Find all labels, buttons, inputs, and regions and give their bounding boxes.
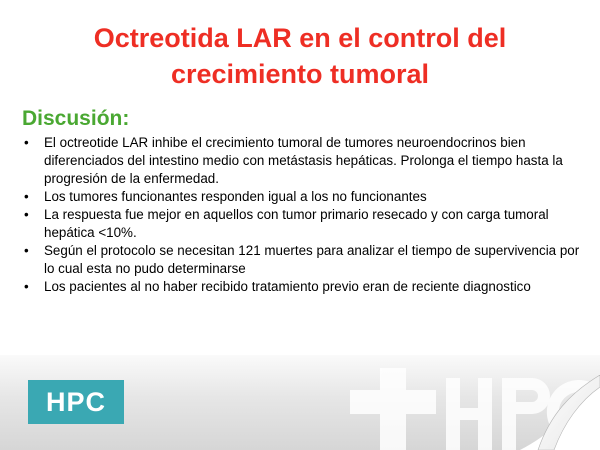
- bullet-item: • La respuesta fue mejor en aquellos con tumor primario resecado y con carga tumoral hepática <10%.: [22, 206, 582, 242]
- bullet-list: [22, 134, 582, 296]
- page-curl-icon: [520, 375, 600, 450]
- slide-title-line-2: crecimiento tumoral: [170, 59, 430, 89]
- bullet-item: • El octreotide LAR inhibe el crecimiento tumoral de tumores neuroendocrinos bien diferenciados del intestino medio con metástasis hepáticas. Prolonga el tiempo hasta la progresión de la enfermedad.: [22, 134, 582, 188]
- hpc-logo-text: HPC: [45, 387, 106, 417]
- section-heading: Discusión:: [22, 107, 130, 130]
- slide-title: [20, 20, 580, 92]
- slide-title-line-1: Octreotida LAR en el control del: [93, 23, 507, 53]
- bullet-item: • Los tumores funcionantes responden igual a los no funcionantes: [22, 188, 582, 206]
- bullet-item: • Según el protocolo se necesitan 121 muertes para analizar el tiempo de supervivencia por lo cual esta no pudo determinarse: [22, 242, 582, 278]
- bullet-item: • Los pacientes al no haber recibido tratamiento previo eran de reciente diagnostico: [22, 278, 582, 296]
- hpc-logo: [28, 380, 124, 424]
